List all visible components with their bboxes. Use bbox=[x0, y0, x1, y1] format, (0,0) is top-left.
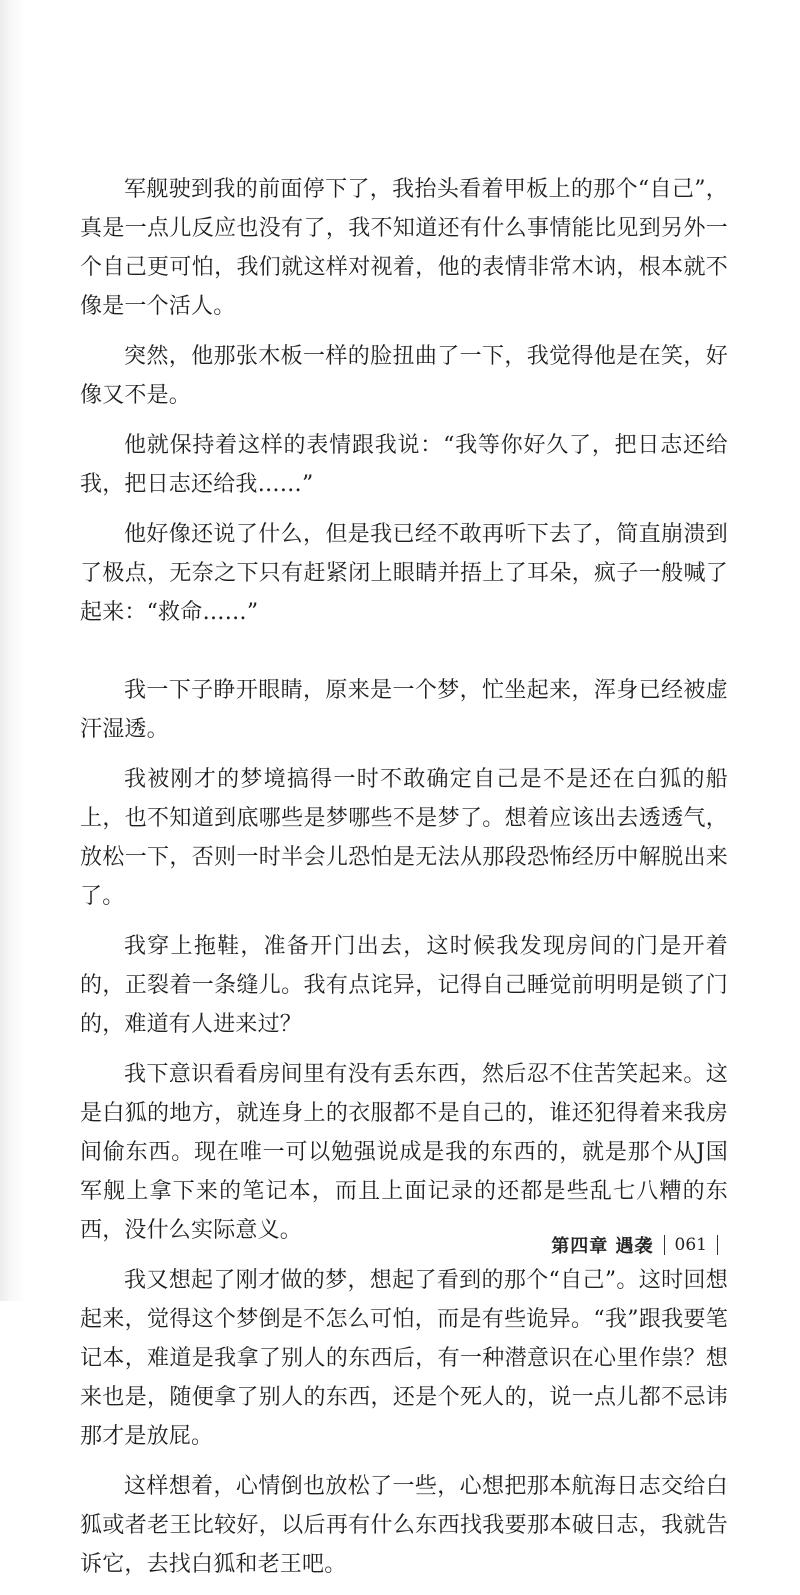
body-text bbox=[80, 170, 728, 1595]
paragraph: 突然，他那张木板一样的脸扭曲了一下，我觉得他是在笑，好像又不是。 bbox=[80, 344, 728, 408]
paragraph: 我又想起了刚才做的梦，想起了看到的那个“自己”。这时回想起来，觉得这个梦倒是不怎么可怕，而是有些诡异。“我”跟我要笔记本，难道是我拿了别人的东西后，有一种潜意识在心里作祟？想来也是，随便拿了别人的东西，还是个死人的，说一点儿都不忌讳那才是放屁。 bbox=[80, 1268, 728, 1449]
paragraph: 这样想着，心情倒也放松了一些，心想把那本航海日志交给白狐或者老王比较好，以后再有什么东西找我要那本破日志，我就告诉它，去找白狐和老王吧。 bbox=[80, 1474, 728, 1577]
paragraph: 我穿上拖鞋，准备开门出去，这时候我发现房间的门是开着的，正裂着一条缝儿。我有点诧异，记得自己睡觉前明明是锁了门的，难道有人进来过？ bbox=[80, 934, 728, 1037]
paragraph: 他就保持着这样的表情跟我说：“我等你好久了，把日志还给我，把日志还给我……” bbox=[80, 433, 728, 497]
chapter-title: 第四章 遇袭 bbox=[551, 1236, 654, 1257]
paragraph: 军舰驶到我的前面停下了，我抬头看着甲板上的那个“自己”，真是一点儿反应也没有了，我不知道还有什么事情能比见到另外一个自己更可怕，我们就这样对视着，他的表情非常木讷，根本就不像是一个活人。 bbox=[80, 177, 728, 319]
paragraph: 我被刚才的梦境搞得一时不敢确定自己是不是还在白狐的船上，也不知道到底哪些是梦哪些不是梦了。想着应该出去透透气，放松一下，否则一时半会儿恐怕是无法从那段恐怖经历中解脱出来了。 bbox=[80, 767, 728, 909]
paragraph: 我一下子睁开眼睛，原来是一个梦，忙坐起来，浑身已经被虚汗湿透。 bbox=[80, 678, 728, 742]
paragraph: 我下意识看看房间里有没有丢东西，然后忍不住苦笑起来。这是白狐的地方，就连身上的衣服都不是自己的，谁还犯得着来我房间偷东西。现在唯一可以勉强说成是我的东西的，就是那个从J国军舰上拿下来的笔记本，而且上面记录的还都是些乱七八糟的东西，没什么实际意义。 bbox=[80, 1062, 728, 1243]
divider bbox=[664, 1235, 665, 1255]
divider bbox=[717, 1235, 718, 1255]
paragraph: 他好像还说了什么，但是我已经不敢再听下去了，简直崩溃到了极点，无奈之下只有赶紧闭上眼睛并捂上了耳朵，疯子一般喊了起来：“救命……” bbox=[80, 522, 728, 625]
page-footer bbox=[551, 1232, 728, 1258]
page-number: 061 bbox=[674, 1235, 707, 1255]
section-break bbox=[80, 643, 728, 671]
